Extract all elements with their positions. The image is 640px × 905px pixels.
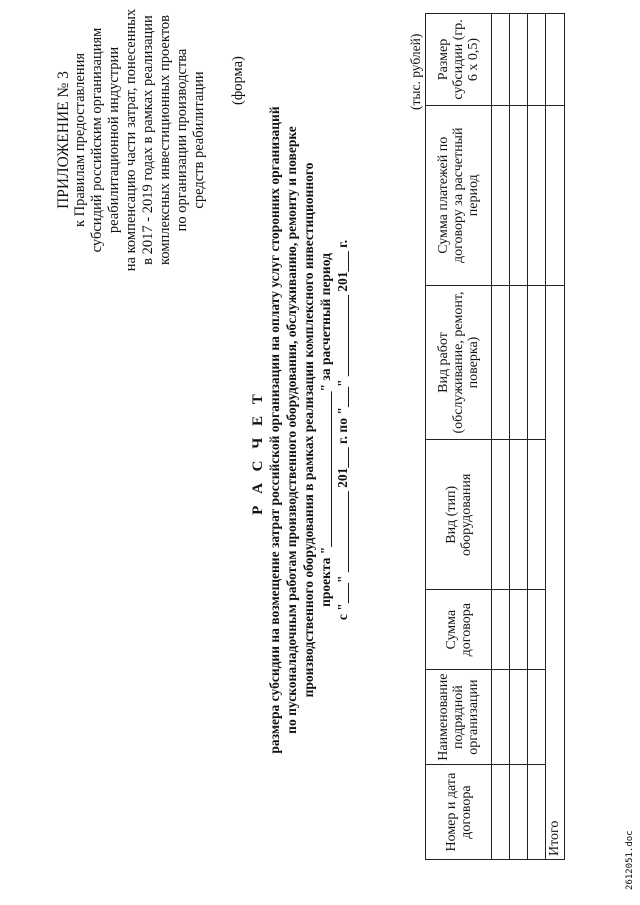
appendix-line: по организации производства [174,48,190,232]
appendix-line: к Правилам предоставления [72,52,88,228]
table-cell[interactable] [528,765,546,860]
document-title: Р А С Ч Е Т [250,390,266,515]
subtitle-line: размера субсидии на возмещение затрат российской организации на оплату услуг сторонних организаций [267,106,282,754]
table-cell[interactable] [528,105,546,285]
document-id: 2612051.doc [625,830,635,890]
document-subtitle [266,50,351,810]
subtitle-line: по пусконаладочным работам производственного оборудования, обслуживанию, ремонту и поверке [284,126,299,734]
table-cell[interactable] [510,105,528,285]
table-header-row [426,14,492,860]
appendix-line: в 2017 - 2019 годах в рамках реализации [140,15,156,265]
table-total-row [546,14,565,860]
appendix-line: реабилитационной индустрии [106,46,122,234]
header-contract-number: Номер и дата договора [426,765,492,860]
appendix-heading: ПРИЛОЖЕНИЕ № 3 [55,71,72,209]
table-cell[interactable] [510,590,528,670]
header-contractor-name: Наименование подрядной организации [426,670,492,765]
table-cell[interactable] [492,670,510,765]
table-cell[interactable] [510,285,528,440]
table-cell[interactable] [528,590,546,670]
total-subsidy-cell[interactable] [546,14,565,106]
calculation-table [425,13,565,860]
units-label: (тыс. рублей) [408,33,423,110]
table-cell[interactable] [492,590,510,670]
appendix-line: комплексных инвестиционных проектов [157,15,173,265]
table-cell[interactable] [492,14,510,106]
table-cell[interactable] [492,765,510,860]
table-row [492,14,510,860]
table-cell[interactable] [510,765,528,860]
appendix-line: средств реабилитации [191,71,207,209]
table-cell[interactable] [492,440,510,590]
table-cell[interactable] [528,670,546,765]
subtitle-line: производственного оборудования в рамках реализации комплексного инвестиционного [301,162,316,698]
table-cell[interactable] [492,105,510,285]
appendix-line: субсидий российским организациям [89,27,105,253]
form-label: (форма) [230,56,246,105]
header-payments-sum: Сумма платежей по договору за расчетный период [426,105,492,285]
header-subsidy-amount: Размер субсидии (гр. 6 x 0,5) [426,14,492,106]
header-contract-sum: Сумма договора [426,590,492,670]
header-work-type: Вид работ (обслуживание, ремонт, поверка) [426,285,492,440]
table-row [510,14,528,860]
table-cell[interactable] [528,440,546,590]
table-cell[interactable] [528,285,546,440]
table-cell[interactable] [510,440,528,590]
table-row [528,14,546,860]
subtitle-line: с "___" ____________ 201___ г. по "___" ____________ 201___ г. [335,239,350,621]
subtitle-line: проекта "_______________________" за расчетный период [318,253,333,607]
appendix-line: на компенсацию части затрат, понесенных [123,8,139,272]
total-label: Итого [546,285,565,859]
table-cell[interactable] [510,670,528,765]
table-cell[interactable] [528,14,546,106]
total-payments-cell[interactable] [546,105,565,285]
table-cell[interactable] [510,14,528,106]
header-equipment-type: Вид (тип) оборудования [426,440,492,590]
table-cell[interactable] [492,285,510,440]
appendix-block [55,0,208,280]
